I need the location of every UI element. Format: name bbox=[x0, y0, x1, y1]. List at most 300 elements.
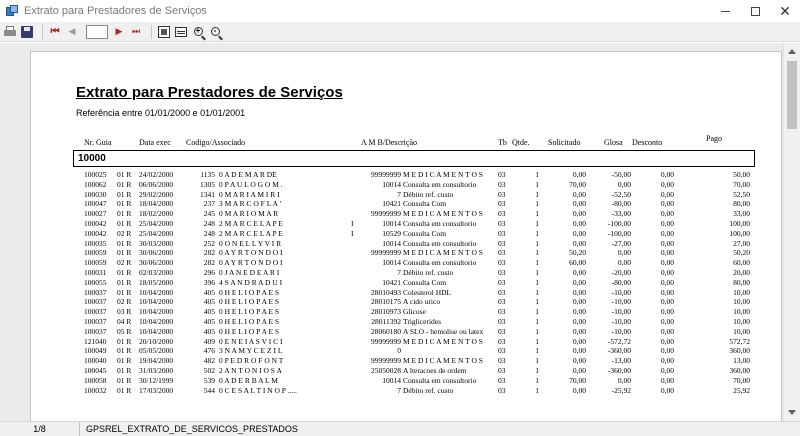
window-title: Extrato para Prestadores de Serviços bbox=[24, 5, 207, 17]
row-pago: 20,00 bbox=[733, 267, 750, 277]
row-amb: 10014 bbox=[382, 179, 401, 189]
row-tb: 03 bbox=[498, 365, 506, 375]
row-amb: 10014 bbox=[382, 238, 401, 248]
row-amb: 28010493 bbox=[371, 287, 401, 297]
table-row bbox=[31, 199, 781, 209]
row-pago: 10,00 bbox=[733, 326, 750, 336]
row-tb: 03 bbox=[498, 179, 506, 189]
status-bar bbox=[0, 421, 800, 436]
row-code: 476 bbox=[203, 346, 215, 356]
row-solicitado: 60,00 bbox=[569, 258, 586, 268]
row-description: Glicose bbox=[403, 307, 426, 317]
row-date: 06/06/2000 bbox=[139, 179, 174, 189]
row-description: A lteracoes de ordem bbox=[403, 365, 467, 375]
row-glosa: -13,00 bbox=[611, 356, 631, 366]
row-description: Débito ref. custo bbox=[403, 267, 454, 277]
row-date: 05/05/2000 bbox=[139, 346, 174, 356]
row-qtde: 1 bbox=[535, 267, 539, 277]
row-qtde: 1 bbox=[535, 287, 539, 297]
row-tb: 03 bbox=[498, 218, 506, 228]
row-guia: 100031 bbox=[84, 267, 107, 277]
row-glosa: -360,00 bbox=[607, 346, 631, 356]
row-type: 02 R bbox=[117, 258, 132, 268]
table-row bbox=[31, 278, 781, 288]
row-date: 30/12/1999 bbox=[139, 375, 174, 385]
table-row bbox=[31, 327, 781, 337]
row-glosa: -50,00 bbox=[611, 170, 631, 179]
row-amb: 99999999 bbox=[371, 248, 401, 258]
row-description: M E D I C A M E N T O S bbox=[403, 209, 483, 219]
report-rows bbox=[31, 170, 781, 395]
zoom-out-button[interactable] bbox=[208, 25, 222, 39]
row-code: 539 bbox=[203, 375, 215, 385]
row-solicitado: 0,00 bbox=[572, 365, 586, 375]
row-glosa: -52,50 bbox=[611, 189, 631, 199]
row-date: 10/04/2000 bbox=[139, 297, 174, 307]
row-code: 1135 bbox=[200, 170, 215, 179]
page-width-button[interactable] bbox=[174, 25, 188, 39]
row-amb: 28010973 bbox=[371, 307, 401, 317]
row-description: M E D I C A M E N T O S bbox=[403, 356, 483, 366]
row-type: 01 R bbox=[117, 179, 132, 189]
row-code: 405 bbox=[203, 316, 215, 326]
row-guia: 100037 bbox=[84, 287, 107, 297]
row-pago: 50,20 bbox=[733, 248, 750, 258]
close-icon: ✕ bbox=[779, 3, 791, 19]
row-glosa: -20,00 bbox=[611, 267, 631, 277]
row-description: Colesterol HDL bbox=[403, 287, 452, 297]
report-id: GPSREL_EXTRATO_DE_SERVICOS_PRESTADOS bbox=[86, 424, 298, 434]
row-desconto: 0,00 bbox=[660, 375, 674, 385]
row-tb: 03 bbox=[498, 287, 506, 297]
table-row bbox=[31, 209, 781, 219]
table-row bbox=[31, 239, 781, 249]
row-amb: 10014 bbox=[382, 218, 401, 228]
row-solicitado: 0,00 bbox=[572, 199, 586, 209]
row-amb: 99999999 bbox=[371, 170, 401, 179]
row-glosa: -10,00 bbox=[611, 287, 631, 297]
row-description: Consulta em consultorio bbox=[403, 258, 477, 268]
row-pago: 52,50 bbox=[733, 189, 750, 199]
row-code: 544 bbox=[203, 385, 215, 395]
row-tb: 03 bbox=[498, 326, 506, 336]
row-pago: 80,00 bbox=[733, 277, 750, 287]
row-mark: I bbox=[351, 228, 354, 238]
row-guia: 100049 bbox=[84, 346, 107, 356]
row-solicitado: 70,00 bbox=[569, 375, 586, 385]
page-width-icon bbox=[175, 27, 187, 37]
save-icon bbox=[21, 26, 33, 38]
toolbar-separator bbox=[151, 25, 152, 39]
table-row bbox=[31, 229, 781, 239]
app-icon bbox=[6, 5, 18, 17]
maximize-icon bbox=[751, 7, 760, 16]
row-tb: 03 bbox=[498, 228, 506, 238]
row-associate: 0 M A R I O M A R bbox=[219, 209, 279, 219]
window-titlebar bbox=[0, 0, 800, 22]
row-solicitado: 0,00 bbox=[572, 228, 586, 238]
row-amb: 7 bbox=[397, 267, 401, 277]
row-amb: 10421 bbox=[382, 199, 401, 209]
row-code: 282 bbox=[203, 258, 215, 268]
row-desconto: 0,00 bbox=[660, 307, 674, 317]
row-desconto: 0,00 bbox=[660, 179, 674, 189]
row-associate: 0 E N E I A S V I C I bbox=[219, 336, 283, 346]
row-tb: 03 bbox=[498, 297, 506, 307]
row-code: 282 bbox=[203, 248, 215, 258]
row-pago: 360,00 bbox=[729, 365, 750, 375]
row-code: 252 bbox=[203, 238, 215, 248]
col-header-pago: Pago bbox=[706, 134, 722, 143]
row-date: 18/02/2000 bbox=[139, 209, 174, 219]
row-qtde: 1 bbox=[535, 365, 539, 375]
row-date: 18/05/2000 bbox=[139, 277, 174, 287]
row-desconto: 0,00 bbox=[660, 385, 674, 395]
zoom-in-icon: + bbox=[194, 27, 203, 36]
row-solicitado: 0,00 bbox=[572, 267, 586, 277]
row-guia: 100027 bbox=[84, 209, 107, 219]
row-description: A SLO - hemolise ou latex bbox=[403, 326, 484, 336]
row-desconto: 0,00 bbox=[660, 209, 674, 219]
table-row bbox=[31, 190, 781, 200]
row-guia: 100042 bbox=[84, 228, 107, 238]
row-tb: 03 bbox=[498, 199, 506, 209]
row-pago: 60,00 bbox=[733, 258, 750, 268]
row-type: 03 R bbox=[117, 307, 132, 317]
col-header-tb: Tb bbox=[498, 138, 507, 147]
minimize-button[interactable] bbox=[710, 0, 740, 22]
row-amb: 7 bbox=[397, 189, 401, 199]
maximize-button[interactable] bbox=[740, 0, 770, 22]
row-pago: 80,00 bbox=[733, 199, 750, 209]
row-date: 25/04/2000 bbox=[139, 218, 174, 228]
row-tb: 03 bbox=[498, 307, 506, 317]
row-qtde: 1 bbox=[535, 170, 539, 179]
row-glosa: -100,00 bbox=[607, 228, 631, 238]
row-date: 10/04/2000 bbox=[139, 316, 174, 326]
row-desconto: 0,00 bbox=[660, 248, 674, 258]
row-glosa: -100,00 bbox=[607, 218, 631, 228]
row-solicitado: 70,00 bbox=[569, 179, 586, 189]
row-qtde: 1 bbox=[535, 189, 539, 199]
table-row bbox=[31, 219, 781, 229]
row-solicitado: 0,00 bbox=[572, 209, 586, 219]
row-glosa: -25,92 bbox=[611, 385, 631, 395]
next-page-icon[interactable]: ▶ bbox=[115, 26, 123, 36]
table-row bbox=[31, 346, 781, 356]
row-type: 05 R bbox=[117, 326, 132, 336]
row-guia: 100045 bbox=[84, 365, 107, 375]
row-guia: 100062 bbox=[84, 179, 107, 189]
row-associate: 0 A Y R T O N D O I bbox=[219, 258, 283, 268]
row-associate: 0 J A N E D E A R I bbox=[219, 267, 280, 277]
zoom-in-button[interactable] bbox=[191, 25, 205, 39]
row-solicitado: 0,00 bbox=[572, 287, 586, 297]
row-description: Consulta Com bbox=[403, 228, 447, 238]
row-description: M E D I C A M E N T O S bbox=[403, 170, 483, 179]
col-header-desconto: Desconto bbox=[632, 138, 663, 147]
row-type: 01 R bbox=[117, 287, 132, 297]
row-description: Triglicerides bbox=[403, 316, 442, 326]
row-glosa: 0,00 bbox=[617, 258, 631, 268]
table-row bbox=[31, 307, 781, 317]
row-date: 02/03/2000 bbox=[139, 267, 174, 277]
scroll-down-icon[interactable] bbox=[788, 410, 796, 415]
col-header-codigo: Codigo/Associado bbox=[186, 138, 246, 147]
row-type: 01 R bbox=[117, 170, 132, 179]
row-associate: 0 M A R I A M I R I bbox=[219, 189, 280, 199]
row-qtde: 1 bbox=[535, 346, 539, 356]
scroll-up-icon[interactable] bbox=[788, 49, 796, 54]
row-glosa: 0,00 bbox=[617, 248, 631, 258]
row-qtde: 1 bbox=[535, 385, 539, 395]
row-date: 10/04/2000 bbox=[139, 287, 174, 297]
row-amb: 10014 bbox=[382, 258, 401, 268]
row-type: 02 R bbox=[117, 228, 132, 238]
row-pago: 100,00 bbox=[729, 228, 750, 238]
row-qtde: 1 bbox=[535, 326, 539, 336]
row-associate: 2 M A R C E L A P E bbox=[219, 218, 283, 228]
row-glosa: -10,00 bbox=[611, 316, 631, 326]
row-qtde: 1 bbox=[535, 375, 539, 385]
row-desconto: 0,00 bbox=[660, 258, 674, 268]
row-qtde: 1 bbox=[535, 209, 539, 219]
row-tb: 03 bbox=[498, 209, 506, 219]
previous-page-icon[interactable]: ◀ bbox=[68, 26, 76, 36]
row-guia: 100055 bbox=[84, 277, 107, 287]
row-glosa: -10,00 bbox=[611, 307, 631, 317]
row-date: 29/02/2000 bbox=[139, 189, 174, 199]
row-solicitado: 0,00 bbox=[572, 356, 586, 366]
row-date: 30/03/2000 bbox=[139, 238, 174, 248]
first-page-icon[interactable]: ⏮ bbox=[50, 26, 60, 37]
row-code: 502 bbox=[203, 365, 215, 375]
row-type: 01 R bbox=[117, 385, 132, 395]
row-guia: 100035 bbox=[84, 238, 107, 248]
row-desconto: 0,00 bbox=[660, 189, 674, 199]
row-amb: 25050028 bbox=[371, 365, 401, 375]
close-button[interactable] bbox=[770, 0, 800, 22]
print-icon[interactable] bbox=[3, 25, 17, 39]
table-row bbox=[31, 337, 781, 347]
table-row bbox=[31, 366, 781, 376]
row-type: 01 R bbox=[117, 199, 132, 209]
row-amb: 28060180 bbox=[371, 326, 401, 336]
row-associate: 0 O N E L L Y V I R bbox=[219, 238, 282, 248]
report-subtitle: Referência entre 01/01/2000 e 01/01/2001 bbox=[76, 108, 246, 118]
table-row bbox=[31, 268, 781, 278]
row-type: 01 R bbox=[117, 248, 132, 258]
row-pago: 33,00 bbox=[733, 209, 750, 219]
row-code: 482 bbox=[203, 356, 215, 366]
whole-page-button[interactable] bbox=[157, 25, 171, 39]
row-desconto: 0,00 bbox=[660, 277, 674, 287]
row-description: Consulta em consultorio bbox=[403, 375, 477, 385]
row-glosa: 0,00 bbox=[617, 375, 631, 385]
row-code: 1305 bbox=[200, 179, 215, 189]
save-button[interactable] bbox=[20, 25, 34, 39]
row-tb: 03 bbox=[498, 375, 506, 385]
toolbar bbox=[0, 22, 800, 42]
table-row bbox=[31, 376, 781, 386]
row-description: Consulta em consultorio bbox=[403, 238, 477, 248]
row-associate: 2 A N T O N I O S A bbox=[219, 365, 282, 375]
report-title: Extrato para Prestadores de Serviços bbox=[76, 84, 343, 101]
row-code: 296 bbox=[203, 267, 215, 277]
row-solicitado: 0,00 bbox=[572, 218, 586, 228]
row-qtde: 1 bbox=[535, 238, 539, 248]
row-pago: 70,00 bbox=[733, 179, 750, 189]
row-type: 01 R bbox=[117, 277, 132, 287]
row-code: 409 bbox=[203, 336, 215, 346]
toolbar-separator bbox=[42, 25, 43, 39]
row-mark: I bbox=[351, 218, 354, 228]
table-row bbox=[31, 258, 781, 268]
page-number-input[interactable] bbox=[86, 25, 108, 39]
row-date: 10/04/2000 bbox=[139, 326, 174, 336]
row-pago: 572,72 bbox=[729, 336, 750, 346]
row-associate: 0 P E D R O F O N T bbox=[219, 356, 284, 366]
table-row bbox=[31, 288, 781, 298]
row-pago: 25,92 bbox=[733, 385, 750, 395]
row-amb: 0 bbox=[397, 346, 401, 356]
row-description: Débito ref. custo bbox=[403, 189, 454, 199]
row-pago: 100,00 bbox=[729, 218, 750, 228]
scroll-thumb[interactable] bbox=[787, 61, 797, 129]
row-description: Consulta Com bbox=[403, 199, 447, 209]
row-description: Débito ref. custo bbox=[403, 385, 454, 395]
row-amb: 7 bbox=[397, 385, 401, 395]
row-code: 405 bbox=[203, 297, 215, 307]
row-qtde: 1 bbox=[535, 228, 539, 238]
col-header-amb: A M B/Descrição bbox=[361, 138, 417, 147]
row-amb: 10421 bbox=[382, 277, 401, 287]
row-desconto: 0,00 bbox=[660, 218, 674, 228]
row-solicitado: 0,00 bbox=[572, 326, 586, 336]
row-date: 18/04/2000 bbox=[139, 199, 174, 209]
row-qtde: 1 bbox=[535, 297, 539, 307]
row-guia: 100037 bbox=[84, 307, 107, 317]
row-tb: 03 bbox=[498, 189, 506, 199]
row-type: 01 R bbox=[117, 209, 132, 219]
row-code: 405 bbox=[203, 287, 215, 297]
row-desconto: 0,00 bbox=[660, 287, 674, 297]
row-associate: 0 H E L I O P A E S bbox=[219, 326, 280, 336]
row-associate: 0 A Y R T O N D O I bbox=[219, 248, 283, 258]
row-date: 31/03/2000 bbox=[139, 365, 174, 375]
row-type: 01 R bbox=[117, 218, 132, 228]
row-pago: 50,00 bbox=[733, 170, 750, 179]
row-code: 248 bbox=[203, 218, 215, 228]
row-description: Consulta Com bbox=[403, 277, 447, 287]
group-code: 10000 bbox=[78, 153, 106, 164]
row-description: Consulta em consultorio bbox=[403, 179, 477, 189]
row-associate: 0 H E L I O P A E S bbox=[219, 297, 280, 307]
row-tb: 03 bbox=[498, 385, 506, 395]
row-solicitado: 0,00 bbox=[572, 385, 586, 395]
row-desconto: 0,00 bbox=[660, 326, 674, 336]
row-date: 24/02/2000 bbox=[139, 170, 174, 179]
row-qtde: 1 bbox=[535, 277, 539, 287]
row-guia: 100037 bbox=[84, 326, 107, 336]
col-header-qtde: Qtde. bbox=[512, 138, 530, 147]
row-pago: 10,00 bbox=[733, 297, 750, 307]
row-desconto: 0,00 bbox=[660, 365, 674, 375]
row-solicitado: 0,00 bbox=[572, 277, 586, 287]
row-amb: 10529 bbox=[382, 228, 401, 238]
row-type: 04 R bbox=[117, 316, 132, 326]
row-glosa: -10,00 bbox=[611, 297, 631, 307]
report-viewer[interactable] bbox=[0, 43, 800, 421]
row-qtde: 1 bbox=[535, 218, 539, 228]
row-guia: 100040 bbox=[84, 356, 107, 366]
row-amb: 99999999 bbox=[371, 336, 401, 346]
row-code: 1341 bbox=[200, 189, 215, 199]
last-page-icon[interactable]: ⏭ bbox=[131, 26, 141, 36]
row-type: 01 R bbox=[117, 346, 132, 356]
table-row bbox=[31, 386, 781, 396]
row-guia: 100058 bbox=[84, 375, 107, 385]
col-header-data-exec: Data exec bbox=[139, 138, 171, 147]
row-desconto: 0,00 bbox=[660, 316, 674, 326]
row-date: 30/06/2000 bbox=[139, 258, 174, 268]
row-qtde: 1 bbox=[535, 179, 539, 189]
table-row bbox=[31, 356, 781, 366]
row-amb: 28011392 bbox=[371, 316, 401, 326]
table-row bbox=[31, 170, 781, 180]
vertical-scrollbar[interactable] bbox=[783, 43, 800, 421]
row-tb: 03 bbox=[498, 316, 506, 326]
row-guia: 100025 bbox=[84, 170, 107, 179]
row-desconto: 0,00 bbox=[660, 346, 674, 356]
row-date: 10/04/2000 bbox=[139, 307, 174, 317]
whole-page-icon bbox=[158, 26, 170, 38]
row-description: A cido urico bbox=[403, 297, 441, 307]
row-pago: 10,00 bbox=[733, 287, 750, 297]
row-solicitado: 0,00 bbox=[572, 170, 586, 179]
row-associate: 0 H E L I O P A E S bbox=[219, 307, 280, 317]
row-solicitado: 0,00 bbox=[572, 336, 586, 346]
row-guia: 100059 bbox=[84, 248, 107, 258]
table-row bbox=[31, 248, 781, 258]
row-glosa: -80,00 bbox=[611, 277, 631, 287]
col-header-glosa: Glosa bbox=[604, 138, 623, 147]
row-pago: 10,00 bbox=[733, 307, 750, 317]
row-type: 01 R bbox=[117, 189, 132, 199]
row-desconto: 0,00 bbox=[660, 297, 674, 307]
row-desconto: 0,00 bbox=[660, 356, 674, 366]
row-description: Consulta em consultorio bbox=[403, 218, 477, 228]
col-header-nr-guia: Nr. Guia bbox=[84, 138, 112, 147]
report-page bbox=[30, 51, 782, 421]
row-associate: 3 N A M Y C E Z I L bbox=[219, 346, 283, 356]
col-header-solicitado: Solicitado bbox=[548, 138, 581, 147]
row-tb: 03 bbox=[498, 346, 506, 356]
row-date: 19/04/2000 bbox=[139, 356, 174, 366]
row-guia: 100037 bbox=[84, 316, 107, 326]
row-tb: 03 bbox=[498, 238, 506, 248]
row-glosa: -33,00 bbox=[611, 209, 631, 219]
row-code: 245 bbox=[203, 209, 215, 219]
row-type: 01 R bbox=[117, 267, 132, 277]
row-qtde: 1 bbox=[535, 356, 539, 366]
row-date: 17/03/2000 bbox=[139, 385, 174, 395]
row-tb: 03 bbox=[498, 336, 506, 346]
row-type: 01 R bbox=[117, 375, 132, 385]
row-amb: 99999999 bbox=[371, 209, 401, 219]
row-solicitado: 0,00 bbox=[572, 189, 586, 199]
row-associate: 0 A D E M A R DE bbox=[219, 170, 277, 179]
